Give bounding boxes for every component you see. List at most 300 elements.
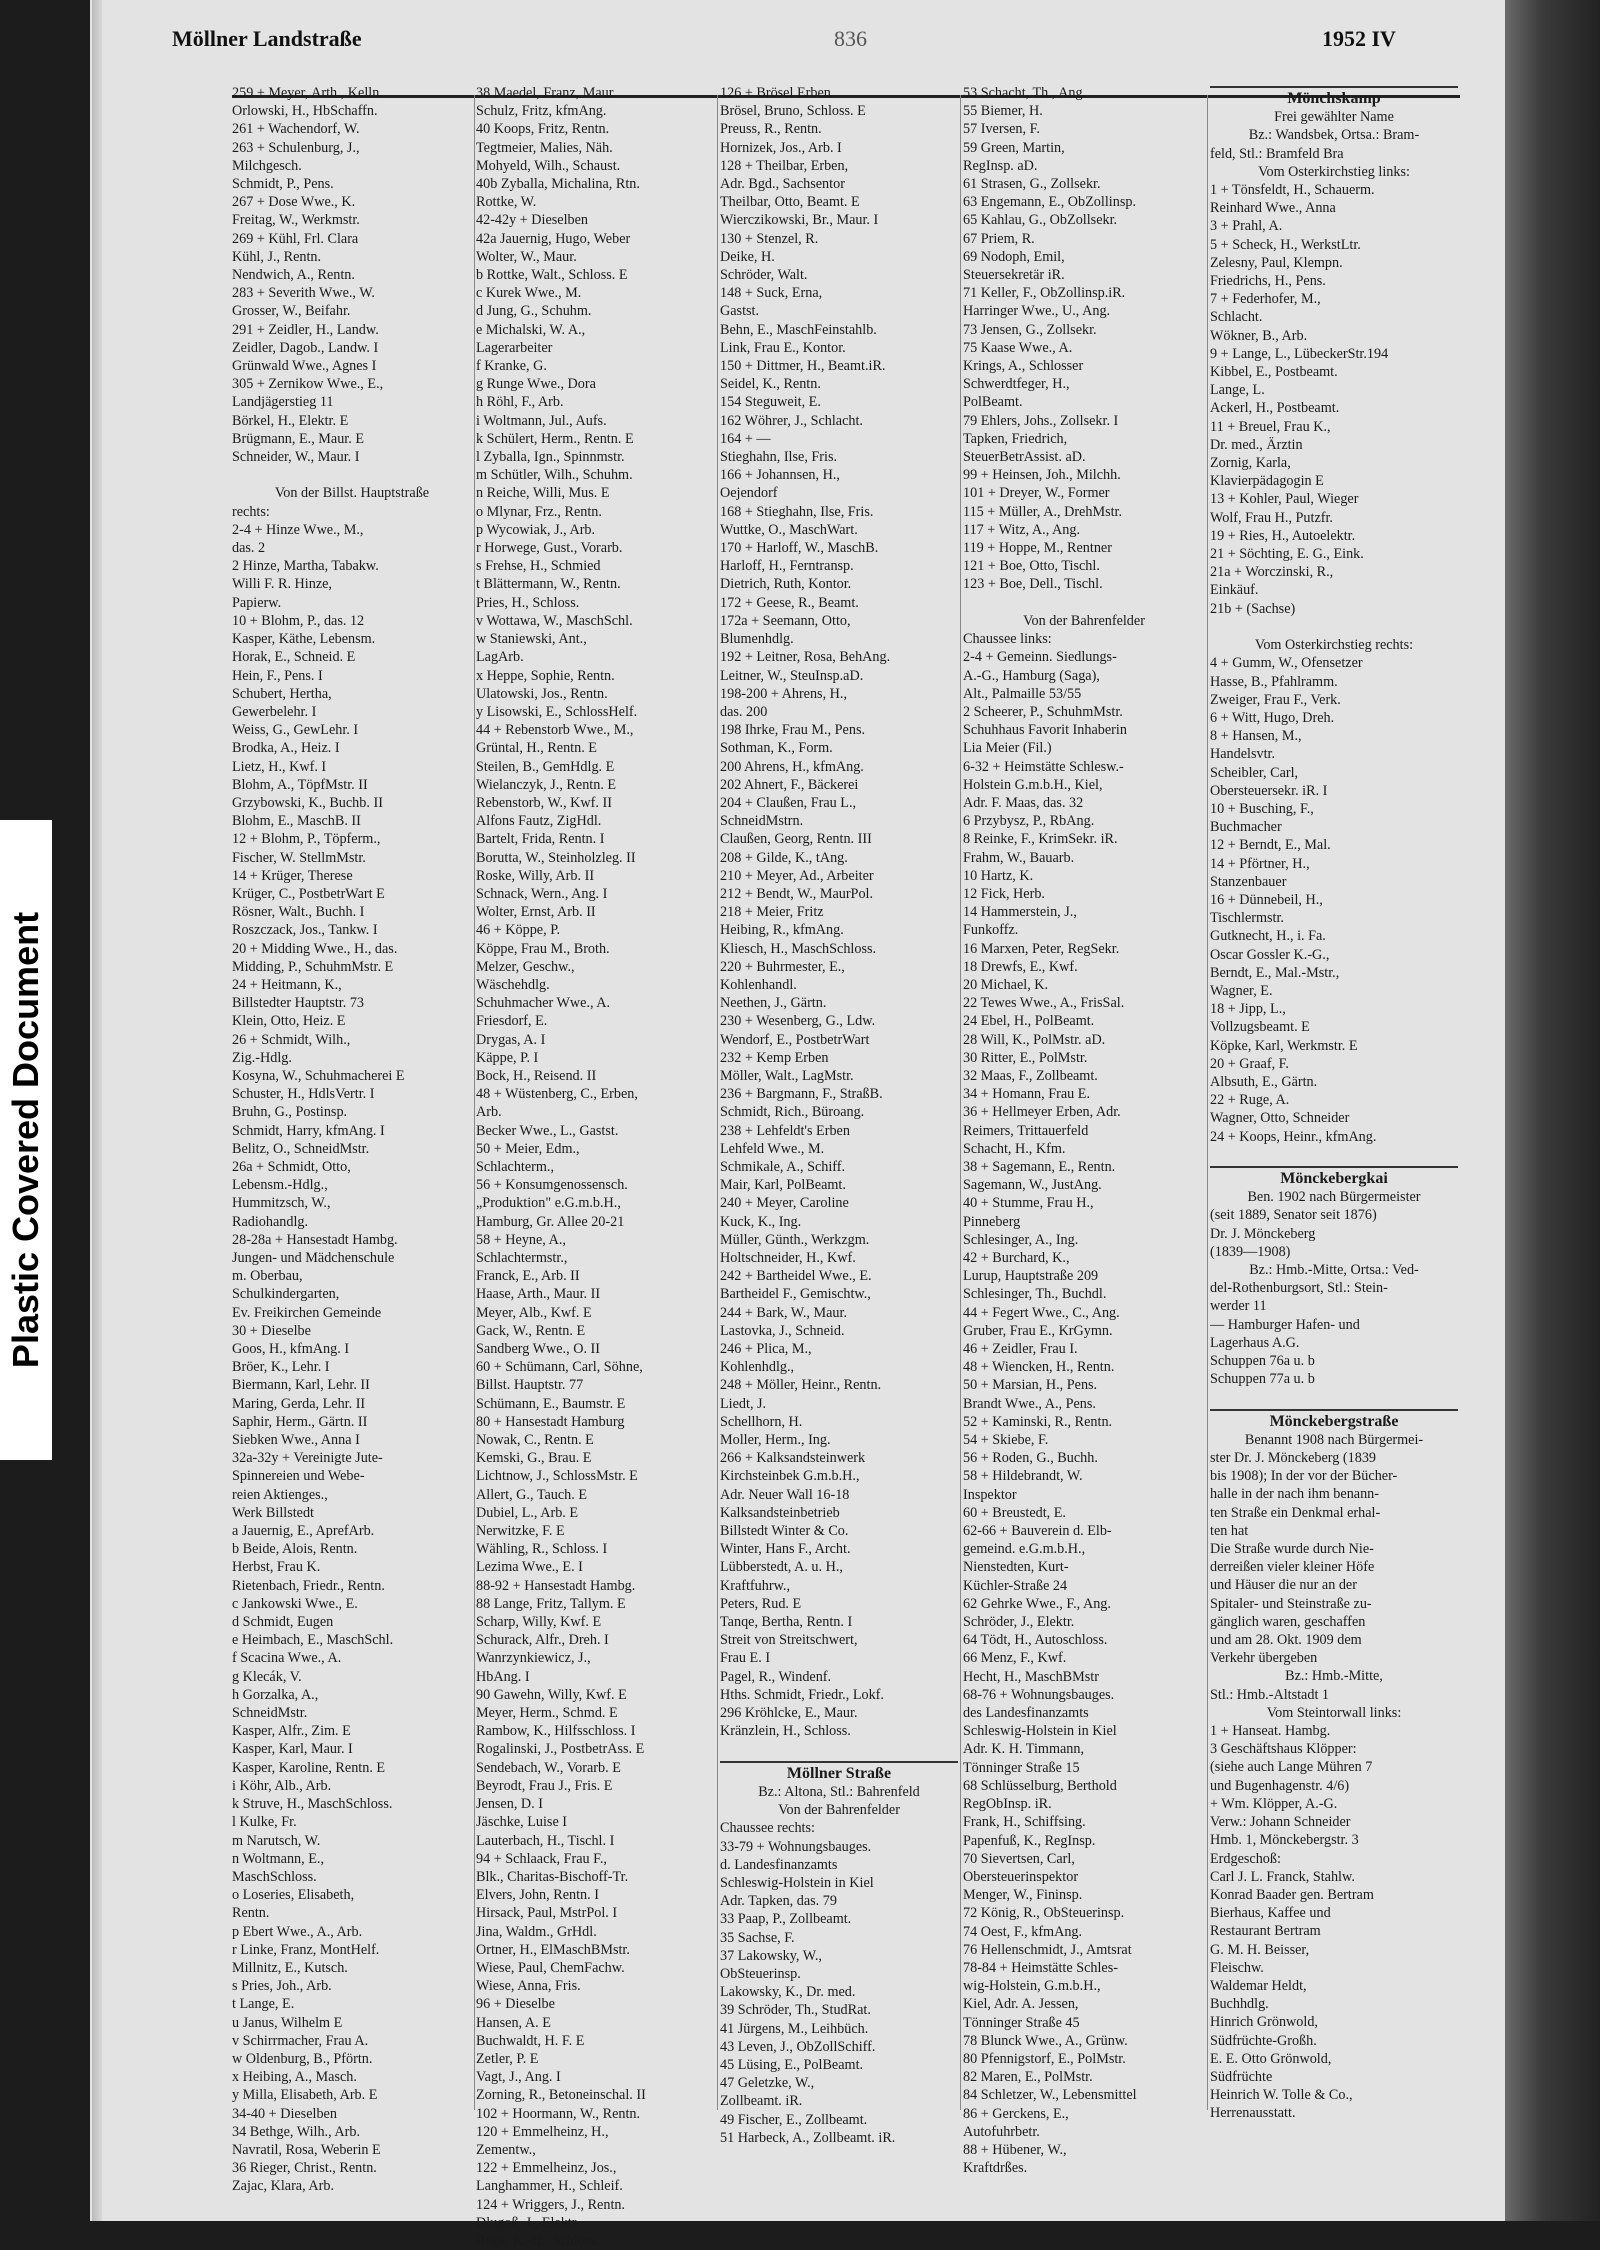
directory-entry: 30 + Dieselbe xyxy=(232,1322,311,1339)
directory-entry: Schacht, H., Kfm. xyxy=(963,1140,1066,1157)
directory-entry: Ben. 1902 nach Bürgermeister xyxy=(1247,1189,1421,1206)
directory-entry: Behn, E., MaschFeinstahlb. xyxy=(720,321,877,338)
directory-entry: Wielanczyk, J., Rentn. E xyxy=(476,776,617,793)
directory-entry: 24 Ebel, H., PolBeamt. xyxy=(963,1013,1095,1030)
directory-entry: 26 + Schmidt, Wilh., xyxy=(232,1031,351,1048)
directory-entry: Vom Osterkirchstieg rechts: xyxy=(1254,637,1414,654)
directory-entry: Wierczikowski, Br., Maur. I xyxy=(720,212,879,229)
directory-entry: Vom Steintorwall links: xyxy=(1266,1704,1402,1721)
directory-entry: 90 Gawehn, Willy, Kwf. E xyxy=(476,1686,627,1703)
directory-entry: y Lisowski, E., SchlossHelf. xyxy=(476,703,638,720)
directory-entry: 218 + Meier, Fritz xyxy=(720,904,824,921)
directory-entry: 54 + Skiebe, F. xyxy=(963,1432,1049,1449)
directory-entry: Goos, H., kfmAng. I xyxy=(232,1341,350,1358)
directory-entry: Schlesinger, Th., Buchdl. xyxy=(963,1286,1107,1303)
directory-entry: Brösel, Bruno, Schloss. E xyxy=(720,103,866,120)
directory-entry: Alfons Fautz, ZigHdl. xyxy=(476,813,602,830)
directory-entry: Siebken Wwe., Anna I xyxy=(232,1432,360,1449)
directory-entry: 56 + Konsumgenossensch. xyxy=(476,1177,628,1194)
directory-entry: Schümann, E., Baumstr. E xyxy=(476,1395,626,1412)
directory-entry: Tegtmeier, Malies, Näh. xyxy=(476,139,613,156)
directory-entry: Zelesny, Paul, Klempn. xyxy=(1210,254,1343,271)
directory-entry: Landjägerstieg 11 xyxy=(232,394,334,411)
directory-entry: 78 Blunck Wwe., A., Grünw. xyxy=(963,2032,1128,2049)
directory-entry: Hinrich Grönwold, xyxy=(1210,2014,1318,2031)
directory-entry: Liedt, J. xyxy=(720,1395,767,1412)
directory-entry: Frahm, W., Bauarb. xyxy=(963,849,1075,866)
directory-entry: Lezima Wwe., E. I xyxy=(476,1559,583,1576)
directory-entry: p Wycowiak, J., Arb. xyxy=(476,521,596,538)
directory-entry: Peters, Rud. E xyxy=(720,1595,802,1612)
directory-entry: (seit 1889, Senator seit 1876) xyxy=(1210,1207,1377,1224)
directory-entry: Schlacht. xyxy=(1210,309,1263,326)
directory-entry: a Jauernig, E., AprefArb. xyxy=(232,1523,375,1540)
directory-entry: 46 + Köppe, P. xyxy=(476,922,561,939)
directory-entry: bis 1908); In der vor der Bücher- xyxy=(1210,1468,1398,1485)
directory-entry: 40 Koops, Fritz, Rentn. xyxy=(476,121,610,138)
directory-entry: 70 Sievertsen, Carl, xyxy=(963,1850,1075,1867)
directory-entry: 10 Hartz, K. xyxy=(963,867,1034,884)
directory-entry: 128 + Theilbar, Erben, xyxy=(720,157,849,174)
directory-entry: Die Straße wurde durch Nie- xyxy=(1210,1541,1374,1558)
directory-entry: Hummitzsch, W., xyxy=(232,1195,331,1212)
directory-entry: 48 + Wüstenberg, C., Erben, xyxy=(476,1086,638,1103)
directory-entry: Sothman, K., Form. xyxy=(720,740,833,757)
directory-entry: Schlachterm., xyxy=(476,1158,555,1175)
directory-entry: 101 + Dreyer, W., Former xyxy=(963,485,1110,502)
directory-entry: Rambow, K., Hilfsschloss. I xyxy=(476,1723,636,1740)
directory-entry: Brodka, A., Heiz. I xyxy=(232,740,340,757)
directory-entry: 8 Reinke, F., KrimSekr. iR. xyxy=(963,831,1118,848)
directory-entry: Lehfeld Wwe., M. xyxy=(720,1140,825,1157)
directory-entry: 88 + Hübener, W., xyxy=(963,2141,1067,2158)
directory-entry: 60 + Schümann, Carl, Söhne, xyxy=(476,1359,643,1376)
directory-entry: Stl.: Hmb.-Altstadt 1 xyxy=(1210,1686,1330,1703)
directory-entry: 120 + Emmelheinz, H., xyxy=(476,2123,609,2140)
directory-entry: 62-66 + Bauverein d. Elb- xyxy=(963,1523,1112,1540)
directory-entry: 3 Geschäftshaus Klöpper: xyxy=(1210,1741,1357,1758)
directory-entry: Benannt 1908 nach Bürgermei- xyxy=(1244,1431,1424,1448)
directory-entry: 34 Bethge, Wilh., Arb. xyxy=(232,2123,361,2140)
directory-entry xyxy=(232,466,472,484)
column-2 xyxy=(476,84,716,2250)
directory-entry: Nerwitzke, F. E xyxy=(476,1523,565,1540)
directory-entry: gemeind. e.G.m.b.H., xyxy=(963,1541,1086,1558)
directory-entry: 34 + Homann, Frau E. xyxy=(963,1086,1091,1103)
directory-entry: u Janus, Wilhelm E xyxy=(232,2014,343,2031)
directory-entry: 39 Schröder, Th., StudRat. xyxy=(720,2002,871,2019)
directory-entry: 246 + Plica, M., xyxy=(720,1341,812,1358)
directory-entry: Schröder, Walt. xyxy=(720,267,808,284)
directory-entry: 148 + Suck, Erna, xyxy=(720,285,823,302)
directory-entry: m Narutsch, W. xyxy=(232,1832,321,1849)
directory-entry: Kränzlein, H., Schloss. xyxy=(720,1723,851,1740)
directory-entry: Lebensm.-Hdlg., xyxy=(232,1177,328,1194)
directory-entry: Bartheidel F., Gemischtw., xyxy=(720,1286,871,1303)
directory-entry: 22 Tewes Wwe., A., FrisSal. xyxy=(963,995,1125,1012)
directory-entry: Adr. Tapken, das. 79 xyxy=(720,1893,837,1910)
directory-entry: Langhammer, H., Schleif. xyxy=(476,2178,623,2195)
directory-entry: 36 Rieger, Christ., Rentn. xyxy=(232,2160,377,2177)
directory-entry: 6 Przybysz, P., RbAng. xyxy=(963,813,1095,830)
directory-entry: Hasse, B., Pfahlramm. xyxy=(1210,673,1338,690)
directory-entry: Erdgeschoß: xyxy=(1210,1850,1281,1867)
directory-entry: Dietrich, Ruth, Kontor. xyxy=(720,576,852,593)
directory-entry: Gewerbelehr. I xyxy=(232,703,317,720)
directory-entry: 20 + Graaf, F. xyxy=(1210,1055,1289,1072)
directory-entry: ten Straße ein Denkmal erhal- xyxy=(1210,1504,1381,1521)
directory-entry: 102 + Hoormann, W., Rentn. xyxy=(476,2105,641,2122)
directory-entry: ten hat xyxy=(1210,1522,1249,1539)
directory-entry: Ev. Freikirchen Gemeinde xyxy=(232,1304,382,1321)
directory-entry: Hansen, A. E xyxy=(476,2014,551,2031)
directory-entry: 2 Hinze, Martha, Tabakw. xyxy=(232,558,379,575)
directory-entry: Zollbeamt. iR. xyxy=(720,2093,803,2110)
directory-entry: 73 Jensen, G., Zollsekr. xyxy=(963,321,1097,338)
directory-entry: Scharp, Willy, Kwf. E xyxy=(476,1614,602,1631)
directory-entry: 94 + Schlaack, Frau F., xyxy=(476,1850,607,1867)
directory-entry: Brügmann, E., Maur. E xyxy=(232,430,365,447)
directory-entry: Schmidt, P., Pens. xyxy=(232,176,334,193)
directory-entry: Spinnereien und Webe- xyxy=(232,1468,365,1485)
directory-entry: Dlugoß, J., Elektr. xyxy=(476,2214,580,2231)
directory-entry: Köppe, Frau M., Broth. xyxy=(476,940,610,957)
directory-entry: 240 + Meyer, Caroline xyxy=(720,1195,849,1212)
directory-entry: 154 Steguweit, E. xyxy=(720,394,821,411)
directory-entry: 28-28a + Hansestadt Hambg. xyxy=(232,1231,398,1248)
directory-entry: 14 + Krüger, Therese xyxy=(232,867,353,884)
directory-entry: Meyer, Herm., Schmd. E xyxy=(476,1705,618,1722)
directory-entry: Krings, A., Schlosser xyxy=(963,358,1084,375)
directory-entry: Schleswig-Holstein in Kiel xyxy=(720,1874,874,1891)
directory-entry: Pries, H., Schloss. xyxy=(476,594,580,611)
directory-entry: Wolf, Frau H., Putzfr. xyxy=(1210,509,1333,526)
directory-entry: Schulz, Fritz, kfmAng. xyxy=(476,103,607,120)
directory-entry: 117 + Witz, A., Ang. xyxy=(963,521,1080,538)
directory-entry: l Kulke, Fr. xyxy=(232,1814,297,1831)
directory-entry: 12 + Blohm, P., Töpferm., xyxy=(232,831,381,848)
directory-entry: 49 Fischer, E., Zollbeamt. xyxy=(720,2111,868,2128)
directory-entry: Rösner, Walt., Buchh. I xyxy=(232,904,365,921)
directory-entry: 4 + Gumm, W., Ofensetzer xyxy=(1210,655,1363,672)
directory-entry: Schmidt, Harry, kfmAng. I xyxy=(232,1122,385,1139)
directory-entry: Schellhorn, H. xyxy=(720,1413,803,1430)
directory-entry: Ackerl, H., Postbeamt. xyxy=(1210,400,1340,417)
directory-entry: 88-92 + Hansestadt Hambg. xyxy=(476,1577,636,1594)
directory-entry: 58 + Heyne, A., xyxy=(476,1231,566,1248)
directory-entry: 30 Ritter, E., PolMstr. xyxy=(963,1049,1088,1066)
directory-entry: Carl J. L. Franck, Stahlw. xyxy=(1210,1868,1355,1885)
directory-entry: 42a Jauernig, Hugo, Weber xyxy=(476,230,631,247)
directory-entry: Herbst, Frau K. xyxy=(232,1559,321,1576)
directory-entry: das. 2 xyxy=(232,540,266,557)
directory-entry: Klavierpädagogin E xyxy=(1210,473,1324,490)
directory-entry: t Blättermann, W., Rentn. xyxy=(476,576,621,593)
directory-entry: Schmidt, Rich., Büroang. xyxy=(720,1104,865,1121)
directory-entry: Blohm, E., MaschB. II xyxy=(232,813,361,830)
directory-entry: Lakowsky, K., Dr. med. xyxy=(720,1984,856,2001)
directory-entry: Adr. F. Maas, das. 32 xyxy=(963,794,1084,811)
directory-entry: 198-200 + Ahrens, H., xyxy=(720,685,848,702)
directory-entry: Billstedter Hauptstr. 73 xyxy=(232,995,365,1012)
directory-entry: Roske, Willy, Arb. II xyxy=(476,867,595,884)
directory-entry: Biermann, Karl, Lehr. II xyxy=(232,1377,370,1394)
plastic-covered-stamp: Plastic Covered Document xyxy=(0,820,52,1460)
directory-entry: Haase, Arth., Maur. II xyxy=(476,1286,601,1303)
directory-entry: Kasper, Alfr., Zim. E xyxy=(232,1723,351,1740)
directory-entry: Elvers, John, Rentn. I xyxy=(476,1887,599,1904)
directory-entry: Billstedt Winter & Co. xyxy=(720,1523,849,1540)
street-heading: Mönckebergstraße xyxy=(1210,1409,1458,1431)
directory-entry: x Heppe, Sophie, Rentn. xyxy=(476,667,615,684)
directory-entry: Schlachtermstr., xyxy=(476,1250,568,1266)
directory-entry: 24 + Koops, Heinr., kfmAng. xyxy=(1210,1128,1377,1145)
directory-entry: Friesdorf, E. xyxy=(476,1013,548,1030)
directory-entry: 248 + Möller, Heinr., Rentn. xyxy=(720,1377,882,1394)
directory-entry: 71 Keller, F., ObZollinsp.iR. xyxy=(963,285,1126,302)
directory-entry: 20 + Midding Wwe., H., das. xyxy=(232,940,398,957)
directory-entry: 56 + Roden, G., Buchh. xyxy=(963,1450,1098,1467)
directory-entry: Link, Frau E., Kontor. xyxy=(720,339,846,356)
directory-entry: Rebenstorb, W., Kwf. II xyxy=(476,794,612,811)
directory-entry: 79 Ehlers, Johs., Zollsekr. I xyxy=(963,412,1119,429)
directory-entry: Einkäuf. xyxy=(1210,582,1259,599)
directory-entry: Verw.: Johann Schneider xyxy=(1210,1814,1351,1831)
directory-entry: Lauterbach, H., Tischl. I xyxy=(476,1832,615,1849)
directory-entry: 269 + Kühl, Frl. Clara xyxy=(232,230,359,247)
directory-entry: und Bugenhagenstr. 4/6) xyxy=(1210,1777,1350,1794)
directory-entry: 261 + Wachendorf, W. xyxy=(232,121,360,138)
directory-entry: derreißen vieler kleiner Höfe xyxy=(1210,1559,1375,1576)
directory-entry: y Milla, Elisabeth, Arb. E xyxy=(232,2087,378,2104)
directory-entry: 119 + Hoppe, M., Rentner xyxy=(963,540,1112,557)
directory-entry: r Horwege, Gust., Vorarb. xyxy=(476,540,623,557)
directory-entry: Buchhdlg. xyxy=(1210,1996,1269,2013)
directory-entry: Harloff, H., Ferntransp. xyxy=(720,558,854,575)
directory-entry: 45 Lüsing, E., PolBeamt. xyxy=(720,2056,864,2073)
directory-entry: 168 + Stieghahn, Ilse, Fris. xyxy=(720,503,874,520)
directory-entry: Melzer, Geschw., xyxy=(476,958,575,975)
directory-entry: 2-4 + Hinze Wwe., M., xyxy=(232,521,364,538)
directory-entry: Frank, H., Schiffsing. xyxy=(963,1814,1086,1831)
directory-entry: Reimers, Trittauerfeld xyxy=(963,1122,1089,1139)
directory-entry xyxy=(720,1740,958,1758)
directory-entry: Zementw., xyxy=(476,2141,536,2158)
directory-entry: 38 + Sagemann, E., Rentn. xyxy=(963,1158,1116,1175)
directory-entry: 44 + Rebenstorb Wwe., M., xyxy=(476,722,634,739)
directory-entry: h Gorzalka, A., xyxy=(232,1686,319,1703)
directory-entry: Obersteuersekr. iR. I xyxy=(1210,782,1328,799)
directory-entry: 96 + Dieselbe xyxy=(476,1996,555,2013)
directory-entry: Wolter, Ernst, Arb. II xyxy=(476,904,596,921)
directory-entry: Spitaler- und Steinstraße zu- xyxy=(1210,1595,1372,1612)
directory-entry: 1 + Hanseat. Hambg. xyxy=(1210,1723,1331,1740)
directory-entry: Kasper, Karl, Maur. I xyxy=(232,1741,353,1758)
directory-entry: 65 Kahlau, G., ObZollsekr. xyxy=(963,212,1118,229)
directory-entry: 14 + Pförtner, H., xyxy=(1210,855,1310,872)
directory-entry: Lietz, H., Kwf. I xyxy=(232,758,327,775)
directory-entry: 3 + Prahl, A. xyxy=(1210,218,1283,235)
directory-entry: 212 + Bendt, W., MaurPol. xyxy=(720,885,874,902)
directory-entry: 37 Lakowsky, W., xyxy=(720,1947,822,1964)
directory-entry: Friedrichs, H., Pens. xyxy=(1210,273,1326,290)
directory-entry: 58 + Hildebrandt, W. xyxy=(963,1468,1083,1485)
page-number: 836 xyxy=(834,26,867,51)
directory-entry: 6-32 + Heimstätte Schlesw.- xyxy=(963,758,1124,775)
directory-entry: Theilbar, Otto, Beamt. E xyxy=(720,194,860,211)
directory-entry: Adr. Neuer Wall 16-18 xyxy=(720,1486,850,1503)
directory-entry: Deike, H. xyxy=(720,248,775,265)
directory-entry: Wendorf, E., PostbetrWart xyxy=(720,1031,870,1048)
directory-entry: Brandt Wwe., A., Pens. xyxy=(963,1395,1096,1412)
directory-entry: Millnitz, E., Kutsch. xyxy=(232,1959,348,1976)
directory-entry: Tapken, Friedrich, xyxy=(963,430,1068,447)
directory-entry: Köpke, Karl, Werkmstr. E xyxy=(1210,1037,1358,1054)
directory-entry: Lange, L. xyxy=(1210,382,1265,399)
directory-entry: feld, Stl.: Bramfeld Bra xyxy=(1210,145,1344,162)
directory-entry: Klein, Otto, Heiz. E xyxy=(232,1013,346,1030)
directory-entry: Kühl, J., Rentn. xyxy=(232,248,322,265)
directory-entry: 21b + (Sachse) xyxy=(1210,600,1296,617)
directory-entry: del-Rothenburgsort, Stl.: Stein- xyxy=(1210,1280,1388,1297)
street-heading: Möllner Straße xyxy=(720,1761,958,1783)
directory-entry: 296 Kröhlcke, E., Maur. xyxy=(720,1705,858,1722)
directory-entry: Holtschneider, H., Kwf. xyxy=(720,1250,856,1266)
directory-entry: Steilen, B., GemHdlg. E xyxy=(476,758,615,775)
directory-entry: 123 + Boe, Dell., Tischl. xyxy=(963,576,1103,593)
directory-entry: c Kurek Wwe., M. xyxy=(476,285,582,302)
directory-entry: Zig.-Hdlg. xyxy=(232,1049,292,1066)
directory-entry: 7 + Federhofer, M., xyxy=(1210,291,1321,308)
directory-entry: Schleswig-Holstein in Kiel xyxy=(963,1723,1117,1740)
street-heading: Mönckebergkai xyxy=(1210,1166,1458,1188)
directory-entry: MaschSchloss. xyxy=(232,1868,317,1885)
directory-entry: Jungen- und Mädchenschule xyxy=(232,1250,395,1266)
directory-entry: 46 + Zeidler, Frau I. xyxy=(963,1341,1078,1358)
directory-entry: p Ebert Wwe., A., Arb. xyxy=(232,1923,363,1940)
directory-entry: d Schmidt, Eugen xyxy=(232,1614,334,1631)
directory-entry: Fischer, W. StellmMstr. xyxy=(232,849,366,866)
directory-entry: b Rottke, Walt., Schloss. E xyxy=(476,267,628,284)
directory-entry: Waldemar Heldt, xyxy=(1210,1977,1307,1994)
directory-entry: f Scacina Wwe., A. xyxy=(232,1650,342,1667)
directory-entry: Frau E. I xyxy=(720,1650,771,1667)
directory-entry: 126 + Brösel Erben xyxy=(720,85,831,101)
directory-entry: RegInsp. aD. xyxy=(963,157,1038,174)
directory-entry: 99 + Heinsen, Joh., Milchh. xyxy=(963,467,1121,484)
directory-entry: Wiese, Paul, ChemFachw. xyxy=(476,1959,625,1976)
directory-entry: Wolter, W., Maur. xyxy=(476,248,577,265)
directory-entry: Kraftfuhrw., xyxy=(720,1577,790,1594)
directory-entry: Lagerarbeiter xyxy=(476,339,553,356)
directory-entry: 121 + Boe, Otto, Tischl. xyxy=(963,558,1100,575)
directory-entry: Restaurant Bertram xyxy=(1210,1923,1321,1940)
directory-entry: 200 Ahrens, H., kfmAng. xyxy=(720,758,864,775)
directory-entry: Bz.: Hmb.-Mitte, xyxy=(1285,1668,1383,1685)
directory-entry: 67 Priem, R. xyxy=(963,230,1035,247)
directory-entry: 267 + Dose Wwe., K. xyxy=(232,194,356,211)
directory-entry xyxy=(1210,618,1458,636)
directory-entry: m. Oberbau, xyxy=(232,1268,303,1285)
directory-entry: 263 + Schulenburg, J., xyxy=(232,139,360,156)
directory-entry: 11 + Breuel, Frau K., xyxy=(1210,418,1331,435)
directory-entry: 162 Wöhrer, J., Schlacht. xyxy=(720,412,863,429)
directory-entry: Südfrüchte xyxy=(1210,2068,1273,2085)
directory-entry: 198 Ihrke, Frau M., Pens. xyxy=(720,722,866,739)
directory-entry: 36 + Hellmeyer Erben, Adr. xyxy=(963,1104,1121,1121)
directory-entry: Albsuth, E., Gärtn. xyxy=(1210,1073,1318,1090)
directory-entry: 20 Michael, K. xyxy=(963,976,1049,993)
directory-entry: Schubert, Hertha, xyxy=(232,685,332,702)
directory-entry: Schwerdtfeger, H., xyxy=(963,376,1070,393)
directory-entry: 115 + Müller, A., DrehMstr. xyxy=(963,503,1123,520)
directory-entry: 35 Sachse, F. xyxy=(720,1929,795,1946)
directory-entry: SchneidMstr. xyxy=(232,1705,308,1722)
directory-entry: Gastst. xyxy=(720,303,760,320)
directory-entry: k Struve, H., MaschSchloss. xyxy=(232,1796,393,1813)
directory-entry: Zajac, Klara, Arb. xyxy=(232,2178,335,2195)
directory-entry: Verkehr übergeben xyxy=(1210,1650,1318,1667)
directory-entry: Heibing, R., kfmAng. xyxy=(720,922,844,939)
directory-entry: 42-42y + Dieselben xyxy=(476,212,589,229)
directory-entry: 41 Jürgens, M., Leihbüch. xyxy=(720,2020,869,2037)
directory-entry: r Linke, Franz, MontHelf. xyxy=(232,1941,380,1958)
directory-entry: Wähling, R., Schloss. I xyxy=(476,1541,608,1558)
directory-entry: 40b Zyballa, Michalina, Rtn. xyxy=(476,176,640,193)
directory-entry: Menger, W., Fininsp. xyxy=(963,1887,1083,1904)
directory-entry: 1 + Tönsfeldt, H., Schauerm. xyxy=(1210,182,1375,199)
directory-entry: Schmikale, A., Schiff. xyxy=(720,1158,846,1175)
directory-entry: Buchwaldt, H. F. E xyxy=(476,2032,585,2049)
directory-entry: 238 + Lehfeldt's Erben xyxy=(720,1122,850,1139)
directory-entry: 61 Strasen, G., Zollsekr. xyxy=(963,176,1101,193)
directory-entry: Fleischw. xyxy=(1210,1959,1264,1976)
directory-entry: Tönninger Straße 15 xyxy=(963,1759,1080,1776)
column-4 xyxy=(963,84,1205,2177)
directory-entry: Küchler-Straße 24 xyxy=(963,1577,1068,1594)
directory-entry: Grzybowski, K., Buchb. II xyxy=(232,794,383,811)
directory-entry: Belitz, O., SchneidMstr. xyxy=(232,1140,370,1157)
directory-entry: Bz.: Hmb.-Mitte, Ortsa.: Ved- xyxy=(1249,1262,1419,1278)
directory-entry: Reinhard Wwe., Anna xyxy=(1210,200,1336,217)
directory-entry: Ruge, K.-H., Schloss. xyxy=(476,2232,600,2249)
directory-entry: Papenfuß, K., RegInsp. xyxy=(963,1832,1096,1849)
directory-entry: E. E. Otto Grönwold, xyxy=(1210,2050,1332,2067)
directory-entry: Schuhhaus Favorit Inhaberin xyxy=(963,722,1127,739)
directory-entry: Orlowski, H., HbSchaffn. xyxy=(232,103,378,120)
directory-entry: Lichtnow, J., SchlossMstr. E xyxy=(476,1468,638,1485)
directory-entry: Kirchsteinbek G.m.b.H., xyxy=(720,1468,860,1485)
directory-entry: Stieghahn, Ilse, Fris. xyxy=(720,449,838,466)
directory-entry: 44 + Fegert Wwe., C., Ang. xyxy=(963,1304,1120,1321)
directory-entry: und Häuser die nur an der xyxy=(1210,1577,1357,1594)
directory-entry: SchneidMstrn. xyxy=(720,813,804,830)
directory-entry: Milchgesch. xyxy=(232,157,302,174)
directory-entry: Schröder, J., Elektr. xyxy=(963,1614,1075,1631)
directory-entry: 76 Hellenschmidt, J., Amtsrat xyxy=(963,1941,1132,1958)
directory-entry: 9 + Lange, L., LübeckerStr.194 xyxy=(1210,345,1389,362)
directory-entry: s Frehse, H., Schmied xyxy=(476,558,601,575)
directory-entry: 266 + Kalksandsteinwerk xyxy=(720,1450,866,1467)
directory-entry: 68-76 + Wohnungsbauges. xyxy=(963,1686,1115,1703)
directory-entry: Streit von Streitschwert, xyxy=(720,1632,858,1649)
directory-entry: Vagt, J., Ang. I xyxy=(476,2069,561,2086)
directory-entry: Bz.: Wandsbek, Ortsa.: Bram- xyxy=(1248,127,1420,144)
directory-entry: Bock, H., Reisend. II xyxy=(476,1067,597,1084)
directory-entry: Kalksandsteinbetrieb xyxy=(720,1504,840,1521)
directory-entry: 236 + Bargmann, F., StraßB. xyxy=(720,1086,883,1103)
directory-entry: 86 + Gerckens, E., xyxy=(963,2105,1069,2122)
